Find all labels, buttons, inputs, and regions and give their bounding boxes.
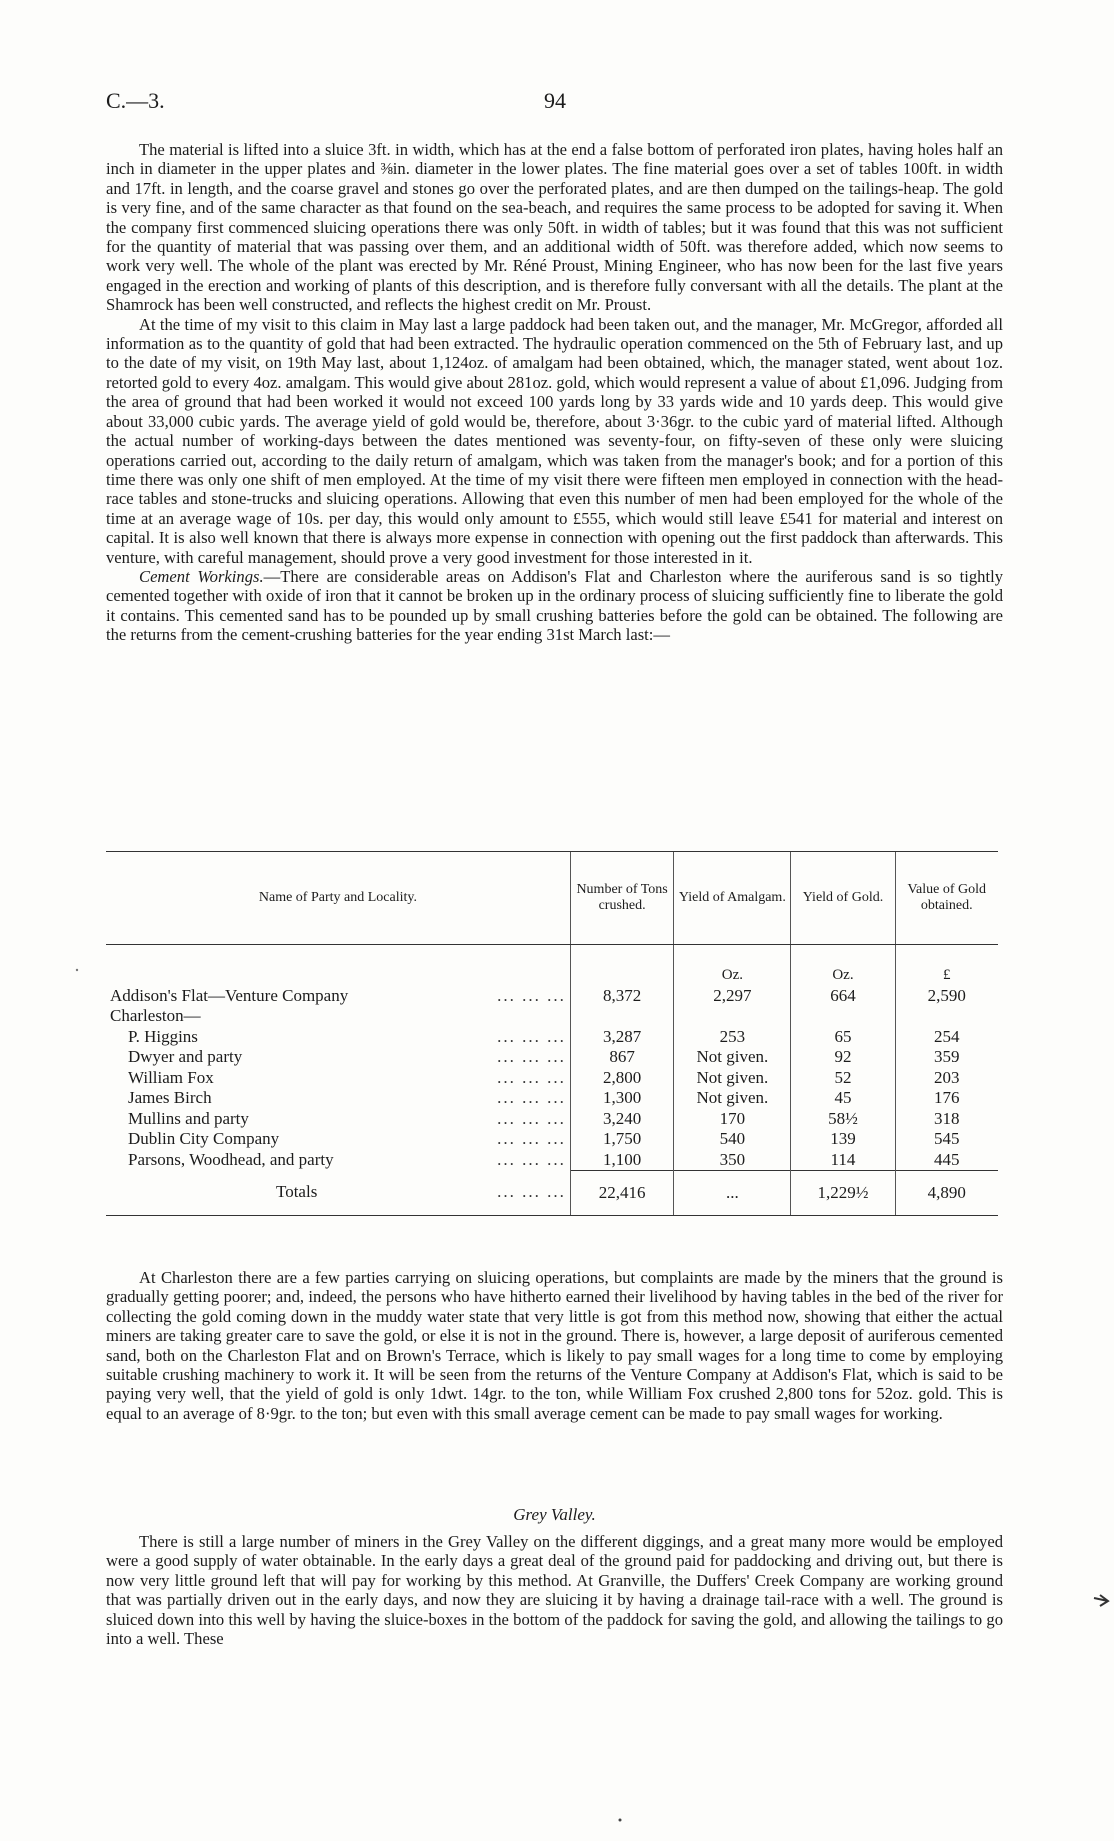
row-yield-gold: 92: [791, 1047, 895, 1068]
totals-label: Totals: [276, 1182, 318, 1202]
total-tons: 22,416: [570, 1170, 673, 1215]
row-leader-dots: ... ... ...: [497, 1026, 566, 1046]
row-party-name: William Fox: [128, 1067, 214, 1087]
table-row: [106, 1026, 998, 1047]
row-value-gold: 203: [895, 1067, 998, 1088]
margin-dot-mark: [619, 1819, 622, 1822]
row-yield-amalgam: Not given.: [674, 1047, 791, 1068]
row-yield-gold: [791, 1006, 895, 1027]
table-row: [106, 985, 998, 1006]
row-tons-crushed: 1,750: [570, 1129, 673, 1150]
table-row: [106, 1006, 998, 1027]
margin-arrow-mark: [1094, 1595, 1108, 1606]
paragraph-cement-workings: [106, 567, 1003, 645]
table-row: [106, 1149, 998, 1170]
row-yield-gold: 114: [791, 1149, 895, 1170]
unit-amalgam: Oz.: [674, 945, 791, 986]
row-yield-gold: 139: [791, 1129, 895, 1150]
row-yield-amalgam: [674, 1006, 791, 1027]
document-reference: C.—3.: [106, 88, 165, 113]
totals-row: [106, 1170, 998, 1215]
row-party-name: Parsons, Woodhead, and party: [128, 1150, 334, 1169]
row-tons-crushed: [570, 1006, 673, 1027]
row-value-gold: [895, 1006, 998, 1027]
paragraph-visit: At the time of my visit to this claim in May last a large paddock had been taken out, and the manager, Mr. McGregor, afforded all information as to the quantity of gold that had been extracted. The hydraulic operation commenced on the 5th of February last, and up to the date of my visit, on 19th May last, about 1,124oz. of amalgam had been obtained, which, the manager stated, went about 1oz. retorted gold to every 4oz. amalgam. This would give about 281oz. gold, which would represent a value of about £1,096. Judging from the area of ground that had been worked it would not exceed 100 yards long by 33 yards wide and 10 yards deep. This would give about 33,000 cubic yards. The average yield of gold would be, therefore, about 3·36gr. to the cubic yard of material lifted. Although the actual number of working-days between the dates mentioned was seventy-four, on fifty-seven of these only were sluicing operations carried out, according to the daily return of amalgam, which was taken from the manager's book; and for a portion of this time there was only one shift of men employed. At the time of my visit there were fifteen men employed in connection with the head-race tables and stone-trucks and sluicing operations. Allowing that even this number of men had been employed for the whole of the time at an average wage of 10s. per day, this would only amount to £555, which would still leave £541 for material and interest on capital. It is also well known that there is always more expense in connection with opening out the first paddock than afterwards. This venture, with careful management, should prove a very good investment for those interested in it.: [106, 314, 1003, 567]
header-tons-crushed: Number of Tons crushed.: [570, 852, 673, 945]
row-leader-dots: ... ... ...: [497, 985, 566, 1005]
cement-workings-text: —There are considerable areas on Addison's Flat and Charleston where the auriferous sand is so tightly cemented together with oxide of iron that it cannot be broken up in the ordinary process of sluicing sufficiently fine to liberate the gold it contains. This cemented sand has to be pounded up by small crushing batteries before the gold can be obtained. The following are the returns from the cement-crushing batteries for the year ending 31st March last:—: [106, 566, 1003, 645]
total-value: 4,890: [895, 1170, 998, 1215]
unit-gold: Oz.: [791, 945, 895, 986]
row-value-gold: 445: [895, 1149, 998, 1170]
page-header: [92, 88, 1010, 118]
paragraph-grey-valley: There is still a large number of miners in the Grey Valley on the different diggings, and a great many more would be employed were a good supply of water obtainable. In the early days a great deal of the ground paid for paddocking and driving out, but there is now very little ground left that will pay for working by this method. At Granville, the Duffers' Creek Company are working ground that was partially driven out in the early days, and now they are sluicing it by having a drainage tail-race with a well. The ground is sluiced down into this well by having the sluice-boxes in the bottom of the paddock for saving the gold, and allowing the tailings to go into a well. These: [106, 1532, 1003, 1649]
row-leader-dots: ... ... ...: [497, 1150, 566, 1169]
header-yield-gold: Yield of Gold.: [791, 852, 895, 945]
page-number: 94: [544, 88, 566, 113]
body-section-1: [106, 140, 1003, 645]
body-section-3: [106, 1532, 1003, 1648]
row-leader-dots: ... ... ...: [497, 1129, 566, 1148]
row-yield-amalgam: Not given.: [674, 1067, 791, 1088]
row-value-gold: 318: [895, 1108, 998, 1129]
table-header-row: [106, 852, 998, 945]
row-tons-crushed: 1,300: [570, 1088, 673, 1109]
total-gold: 1,229½: [791, 1170, 895, 1215]
row-yield-amalgam: 253: [674, 1026, 791, 1047]
row-tons-crushed: 2,800: [570, 1067, 673, 1088]
header-name-locality: Name of Party and Locality.: [106, 852, 570, 945]
row-yield-gold: 664: [791, 985, 895, 1006]
row-leader-dots: ... ... ...: [497, 1088, 566, 1107]
row-party-name: P. Higgins: [128, 1026, 198, 1046]
row-yield-gold: 58½: [791, 1108, 895, 1129]
table-row: [106, 1088, 998, 1109]
body-section-2: [106, 1268, 1003, 1423]
row-party-name: Charleston—: [110, 1006, 201, 1025]
table-row: [106, 1047, 998, 1068]
row-yield-amalgam: Not given.: [674, 1088, 791, 1109]
header-yield-amalgam: Yield of Amalgam.: [674, 852, 791, 945]
cement-crushing-returns-table: [106, 851, 998, 1216]
row-leader-dots: ... ... ...: [497, 1067, 566, 1087]
row-party-name: Mullins and party: [128, 1108, 249, 1128]
row-value-gold: 176: [895, 1088, 998, 1109]
paragraph-sluice: The material is lifted into a sluice 3ft. in width, which has at the end a false bottom of perforated iron plates, having holes half an inch in diameter in the upper plates and ⅜in. diameter in the lower plates. The fine material goes over a set of tables 100ft. in width and 17ft. in length, and the coarse gravel and stones go over the perforated plates, and are then dumped on the tailings-heap. The gold is very fine, and of the same character as that found on the sea-beach, and requires the same process to be adopted for saving it. When the company first commenced sluicing operations there was only 50ft. in width of tables; but it was found that this was not sufficient for the quantity of material that was passing over them, and an additional width of 50ft. was therefore added, which now seems to work very well. The whole of the plant was erected by Mr. Réné Proust, Mining Engineer, who has now been for the last five years engaged in the erection and working of plants of this description, and is therefore fully conversant with all the details. The plant at the Shamrock has been well constructed, and reflects the highest credit on Mr. Proust.: [106, 140, 1003, 315]
table-row: [106, 1108, 998, 1129]
row-party-name: Addison's Flat—Venture Company: [110, 985, 349, 1005]
row-party-name: James Birch: [128, 1088, 212, 1107]
row-yield-amalgam: 350: [674, 1149, 791, 1170]
row-value-gold: 359: [895, 1047, 998, 1068]
cement-workings-heading: Cement Workings.: [139, 566, 264, 586]
row-value-gold: 545: [895, 1129, 998, 1150]
unit-value: £: [895, 945, 998, 986]
totals-leader: ... ... ...: [497, 1182, 566, 1202]
row-yield-amalgam: 2,297: [674, 985, 791, 1006]
row-yield-amalgam: 170: [674, 1108, 791, 1129]
row-value-gold: 2,590: [895, 985, 998, 1006]
row-value-gold: 254: [895, 1026, 998, 1047]
row-yield-gold: 52: [791, 1067, 895, 1088]
row-party-name: Dwyer and party: [128, 1047, 243, 1066]
row-party-name: Dublin City Company: [128, 1129, 280, 1148]
row-yield-amalgam: 540: [674, 1129, 791, 1150]
row-leader-dots: ... ... ...: [497, 1047, 566, 1066]
row-tons-crushed: 8,372: [570, 985, 673, 1006]
header-value-gold: Value of Gold obtained.: [895, 852, 998, 945]
row-yield-gold: 45: [791, 1088, 895, 1109]
row-tons-crushed: 3,240: [570, 1108, 673, 1129]
table-row: [106, 1129, 998, 1150]
row-leader-dots: ... ... ...: [497, 1108, 566, 1128]
row-tons-crushed: 867: [570, 1047, 673, 1068]
section-heading-grey-valley: Grey Valley.: [513, 1505, 596, 1524]
table-row: [106, 1067, 998, 1088]
paragraph-charleston: At Charleston there are a few parties carrying on sluicing operations, but complaints are made by the miners that the ground is gradually getting poorer; and, indeed, the persons who have hitherto earned their livelihood by having tables in the bed of the river for collecting the gold coming down in the muddy water state that very little is got from this method now, showing that either the actual miners are taking greater care to save the gold, or else it is not in the ground. There is, however, a large deposit of auriferous cemented sand, both on the Charleston Flat and on Brown's Terrace, which is likely to pay small wages for a long time to come by employing suitable crushing machinery to work it. It will be seen from the returns of the Venture Company at Addison's Flat, which is said to be paying very well, that the yield of gold is only 1dwt. 14gr. to the ton, while William Fox crushed 2,800 tons for 52oz. gold. This is equal to an average of 8·9gr. to the ton; but even with this small average cement can be made to pay small wages for working.: [106, 1268, 1003, 1423]
total-amalgam: ...: [674, 1170, 791, 1215]
units-row: [106, 945, 998, 986]
margin-dot-mark-2: [76, 969, 78, 971]
row-yield-gold: 65: [791, 1026, 895, 1047]
row-tons-crushed: 3,287: [570, 1026, 673, 1047]
row-tons-crushed: 1,100: [570, 1149, 673, 1170]
